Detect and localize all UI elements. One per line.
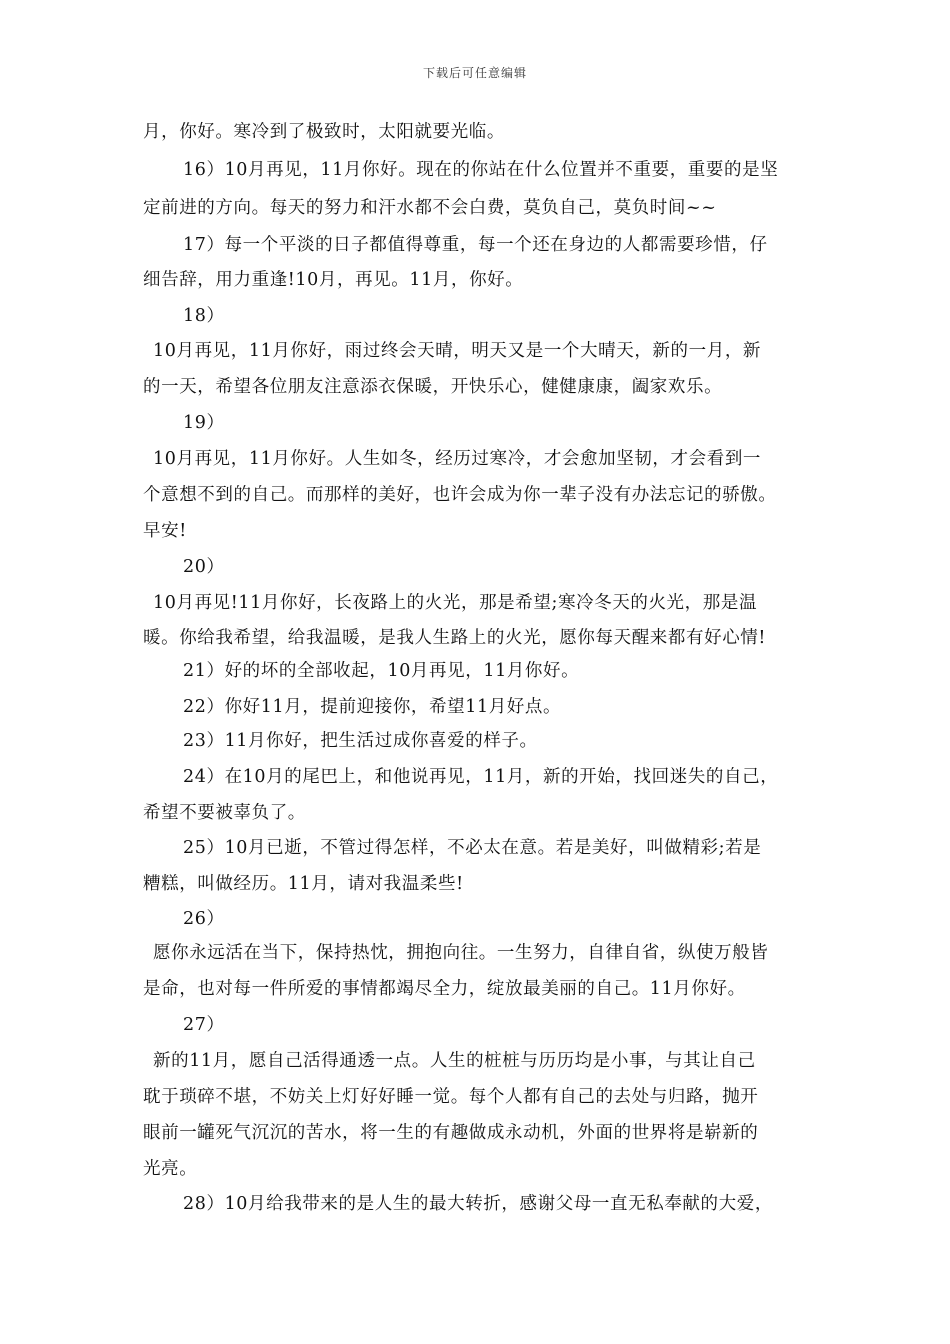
text-line: 眼前一罐死气沉沉的苦水，将一生的有趣做成永动机，外面的世界将是崭新的 bbox=[143, 1123, 759, 1143]
text-line: 定前进的方向。每天的努力和汗水都不会白费，莫负自己，莫负时间~~ bbox=[143, 198, 717, 218]
text-line: 19） bbox=[183, 413, 225, 433]
text-line: 17）每一个平淡的日子都值得尊重，每一个还在身边的人都需要珍惜，仔 bbox=[183, 235, 768, 255]
page-header: 下载后可任意编辑 bbox=[422, 66, 527, 80]
text-line: 24）在10月的尾巴上，和他说再见，11月，新的开始，找回迷失的自己， bbox=[183, 767, 779, 787]
text-line: 是命，也对每一件所爱的事情都竭尽全力，绽放最美丽的自己。11月你好。 bbox=[143, 979, 746, 999]
text-line: 26） bbox=[183, 909, 225, 929]
text-line: 23）11月你好，把生活过成你喜爱的样子。 bbox=[183, 731, 538, 751]
text-line: 22）你好11月，提前迎接你，希望11月好点。 bbox=[183, 697, 562, 717]
text-line: 光亮。 bbox=[143, 1159, 198, 1179]
text-line: 21）好的坏的全部收起，10月再见，11月你好。 bbox=[183, 661, 580, 681]
text-line: 希望不要被辜负了。 bbox=[143, 803, 306, 823]
text-line: 18） bbox=[183, 306, 225, 326]
text-line: 细告辞，用力重逢!10月，再见。11月，你好。 bbox=[143, 270, 524, 290]
text-line: 早安! bbox=[143, 521, 187, 541]
text-line: 月，你好。寒冷到了极致时，太阳就要光临。 bbox=[143, 122, 505, 142]
text-line: 28）10月给我带来的是人生的最大转折，感谢父母一直无私奉献的大爱， bbox=[183, 1194, 773, 1214]
text-line: 糟糕，叫做经历。11月，请对我温柔些! bbox=[143, 874, 464, 894]
text-line: 10月再见，11月你好。人生如冬，经历过寒冷，才会愈加坚韧，才会看到一 bbox=[153, 449, 762, 469]
text-line: 20） bbox=[183, 557, 225, 577]
text-line: 暖。你给我希望，给我温暖，是我人生路上的火光，愿你每天醒来都有好心情! bbox=[143, 628, 767, 648]
text-line: 25）10月已逝，不管过得怎样，不必太在意。若是美好，叫做精彩;若是 bbox=[183, 838, 762, 858]
text-line: 愿你永远活在当下，保持热忱，拥抱向往。一生努力，自律自省，纵使万般皆 bbox=[153, 943, 769, 963]
text-line: 10月再见!11月你好，长夜路上的火光，那是希望;寒冷冬天的火光，那是温 bbox=[153, 593, 758, 613]
text-line: 新的11月，愿自己活得通透一点。人生的桩桩与历历均是小事，与其让自己 bbox=[153, 1051, 756, 1071]
text-line: 耽于琐碎不堪，不妨关上灯好好睡一觉。每个人都有自己的去处与归路，抛开 bbox=[143, 1087, 759, 1107]
text-line: 个意想不到的自己。而那样的美好，也许会成为你一辈子没有办法忘记的骄傲。 bbox=[143, 485, 777, 505]
text-line: 16）10月再见，11月你好。现在的你站在什么位置并不重要，重要的是坚 bbox=[183, 160, 779, 180]
text-line: 的一天，希望各位朋友注意添衣保暖，开快乐心，健健康康，阖家欢乐。 bbox=[143, 377, 723, 397]
text-line: 27） bbox=[183, 1015, 225, 1035]
text-line: 10月再见，11月你好，雨过终会天晴，明天又是一个大晴天，新的一月，新 bbox=[153, 341, 762, 361]
